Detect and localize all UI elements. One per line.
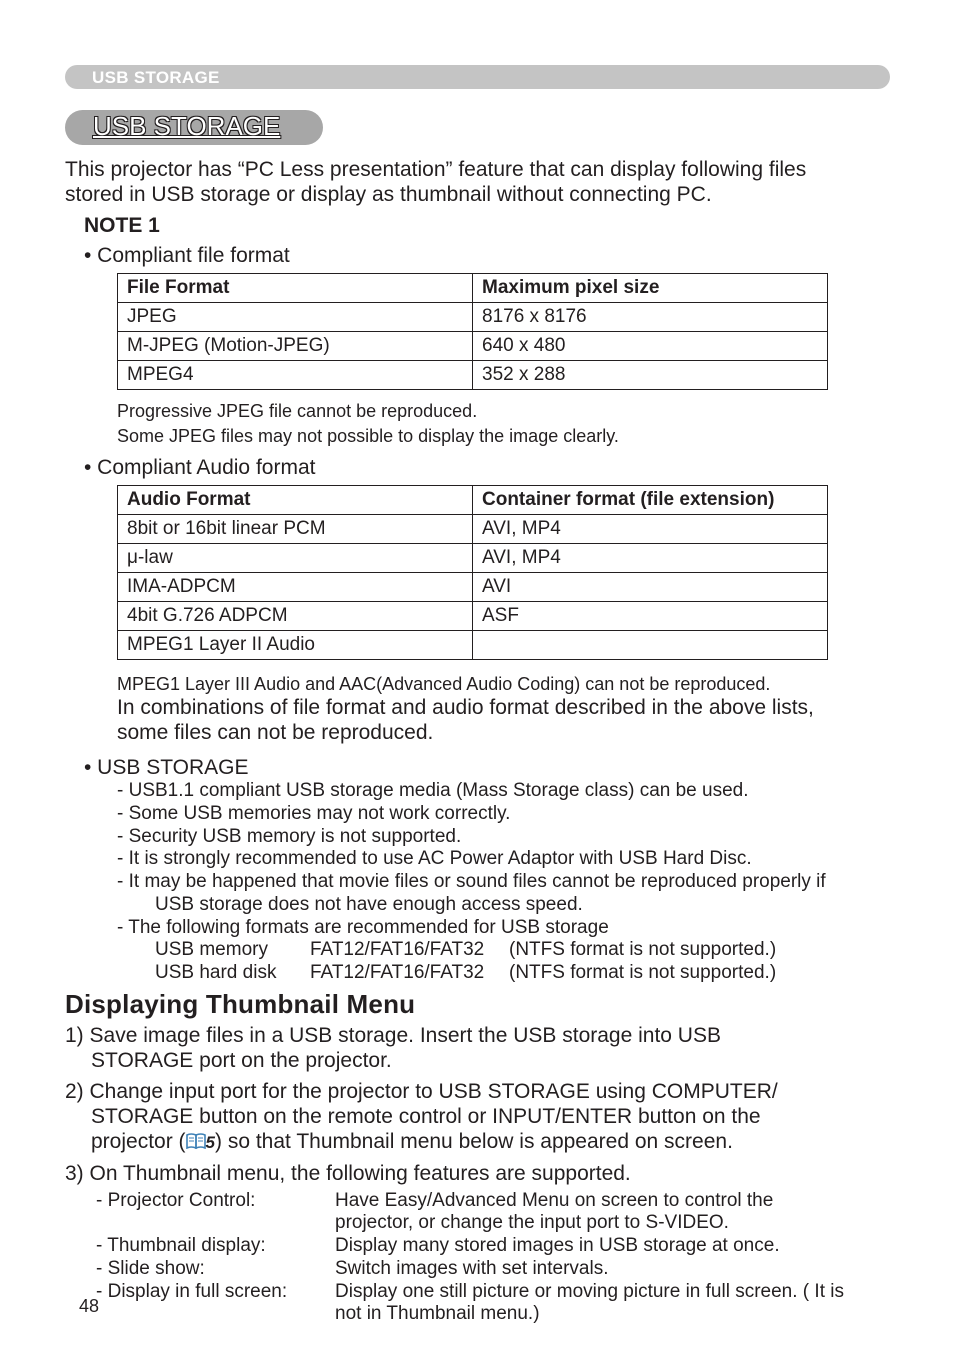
file-format-note-1: Progressive JPEG file cannot be reproduced.	[117, 401, 478, 421]
feature-desc: Display many stored images in USB storage at once.	[335, 1235, 780, 1256]
table-header-cell: Audio Format	[118, 486, 473, 515]
table-row	[118, 361, 828, 390]
usb-item: - Security USB memory is not supported.	[117, 826, 462, 847]
table-cell: AVI	[473, 573, 828, 602]
file-format-note-2: Some JPEG files may not possible to display the image clearly.	[117, 426, 619, 446]
table-cell: 352 x 288	[473, 361, 828, 390]
step-3: 3) On Thumbnail menu, the following features are supported.	[65, 1162, 631, 1185]
book-icon	[186, 1130, 206, 1146]
table-cell: 4bit G.726 ADPCM	[118, 602, 473, 631]
usb-item: - Some USB memories may not work correctly.	[117, 803, 511, 824]
step-2-text-after: ) so that Thumbnail menu below is appeared on screen.	[215, 1130, 733, 1153]
table-row	[118, 573, 828, 602]
audio-format-bullet: • Compliant Audio format	[84, 456, 316, 479]
format-device: USB memory	[155, 939, 268, 960]
step-1-line-2: STORAGE port on the projector.	[91, 1049, 392, 1072]
step-1-line-1: 1) Save image files in a USB storage. Insert the USB storage into USB	[65, 1024, 721, 1047]
table-header-cell: Container format (file extension)	[473, 486, 828, 515]
usb-item: - The following formats are recommended for USB storage	[117, 917, 609, 938]
table-cell: IMA-ADPCM	[118, 573, 473, 602]
table-row	[118, 602, 828, 631]
page-title: USB STORAGE	[93, 111, 281, 141]
table-header-row	[118, 486, 828, 515]
step-2-line-2: STORAGE button on the remote control or INPUT/ENTER button on the	[91, 1105, 761, 1128]
table-header-cell: File Format	[118, 274, 473, 303]
table-cell: 640 x 480	[473, 332, 828, 361]
section-heading: Displaying Thumbnail Menu	[65, 989, 416, 1019]
header-label: USB STORAGE	[92, 68, 220, 87]
feature-desc: Display one still picture or moving picture in full screen. ( It is	[335, 1281, 844, 1302]
feature-desc: projector, or change the input port to S-VIDEO.	[335, 1212, 729, 1233]
table-row	[118, 332, 828, 361]
table-header-cell: Maximum pixel size	[473, 274, 828, 303]
audio-note-line-2: some files can not be reproduced.	[117, 721, 434, 744]
usb-item: - USB1.1 compliant USB storage media (Mass Storage class) can be used.	[117, 780, 749, 801]
format-note: (NTFS format is not supported.)	[509, 962, 777, 983]
table-cell: μ-law	[118, 544, 473, 573]
format-device: USB hard disk	[155, 962, 277, 983]
usb-item-continued: USB storage does not have enough access speed.	[155, 894, 583, 915]
usb-item: - It may be happened that movie files or sound files cannot be reproduced properly if	[117, 871, 826, 892]
step-2-line-3	[91, 1129, 733, 1155]
table-row	[118, 515, 828, 544]
audio-format-table	[117, 485, 828, 660]
page-number: 48	[79, 1296, 100, 1316]
audio-note-small: MPEG1 Layer III Audio and AAC(Advanced Audio Coding) can not be reproduced.	[117, 674, 771, 694]
audio-note-line-1: In combinations of file format and audio format described in the above lists,	[117, 696, 814, 719]
intro-line-2: stored in USB storage or display as thumbnail without connecting PC.	[65, 183, 712, 206]
usb-storage-bullet: • USB STORAGE	[84, 756, 249, 779]
table-cell: AVI, MP4	[473, 515, 828, 544]
format-filesystem: FAT12/FAT16/FAT32	[310, 962, 485, 983]
feature-name: - Projector Control:	[96, 1190, 256, 1211]
intro-line-1: This projector has “PC Less presentation” feature that can display following files	[65, 158, 807, 181]
table-cell: MPEG1 Layer II Audio	[118, 631, 473, 660]
table-cell: 8bit or 16bit linear PCM	[118, 515, 473, 544]
table-row	[118, 303, 828, 332]
table-cell: M-JPEG (Motion-JPEG)	[118, 332, 473, 361]
step-2-line-1: 2) Change input port for the projector to USB STORAGE using COMPUTER/	[65, 1080, 778, 1103]
table-row	[118, 544, 828, 573]
manual-page-reference[interactable]: 5	[205, 1133, 215, 1152]
format-filesystem: FAT12/FAT16/FAT32	[310, 939, 485, 960]
table-cell: JPEG	[118, 303, 473, 332]
table-cell: 8176 x 8176	[473, 303, 828, 332]
table-cell: ASF	[473, 602, 828, 631]
note-label: NOTE 1	[84, 214, 160, 237]
table-cell	[473, 631, 828, 660]
table-header-row	[118, 274, 828, 303]
table-cell: MPEG4	[118, 361, 473, 390]
feature-desc: Switch images with set intervals.	[335, 1258, 609, 1279]
table-row	[118, 631, 828, 660]
feature-name: - Display in full screen:	[96, 1281, 288, 1302]
file-format-table	[117, 273, 828, 390]
step-2-text-before: projector (	[91, 1130, 186, 1153]
file-format-bullet: • Compliant file format	[84, 244, 290, 267]
feature-desc: Have Easy/Advanced Menu on screen to control the	[335, 1190, 774, 1211]
table-cell: AVI, MP4	[473, 544, 828, 573]
format-note: (NTFS format is not supported.)	[509, 939, 777, 960]
feature-desc: not in Thumbnail menu.)	[335, 1303, 540, 1324]
feature-name: - Slide show:	[96, 1258, 205, 1279]
usb-item: - It is strongly recommended to use AC Power Adaptor with USB Hard Disc.	[117, 848, 752, 869]
feature-name: - Thumbnail display:	[96, 1235, 266, 1256]
